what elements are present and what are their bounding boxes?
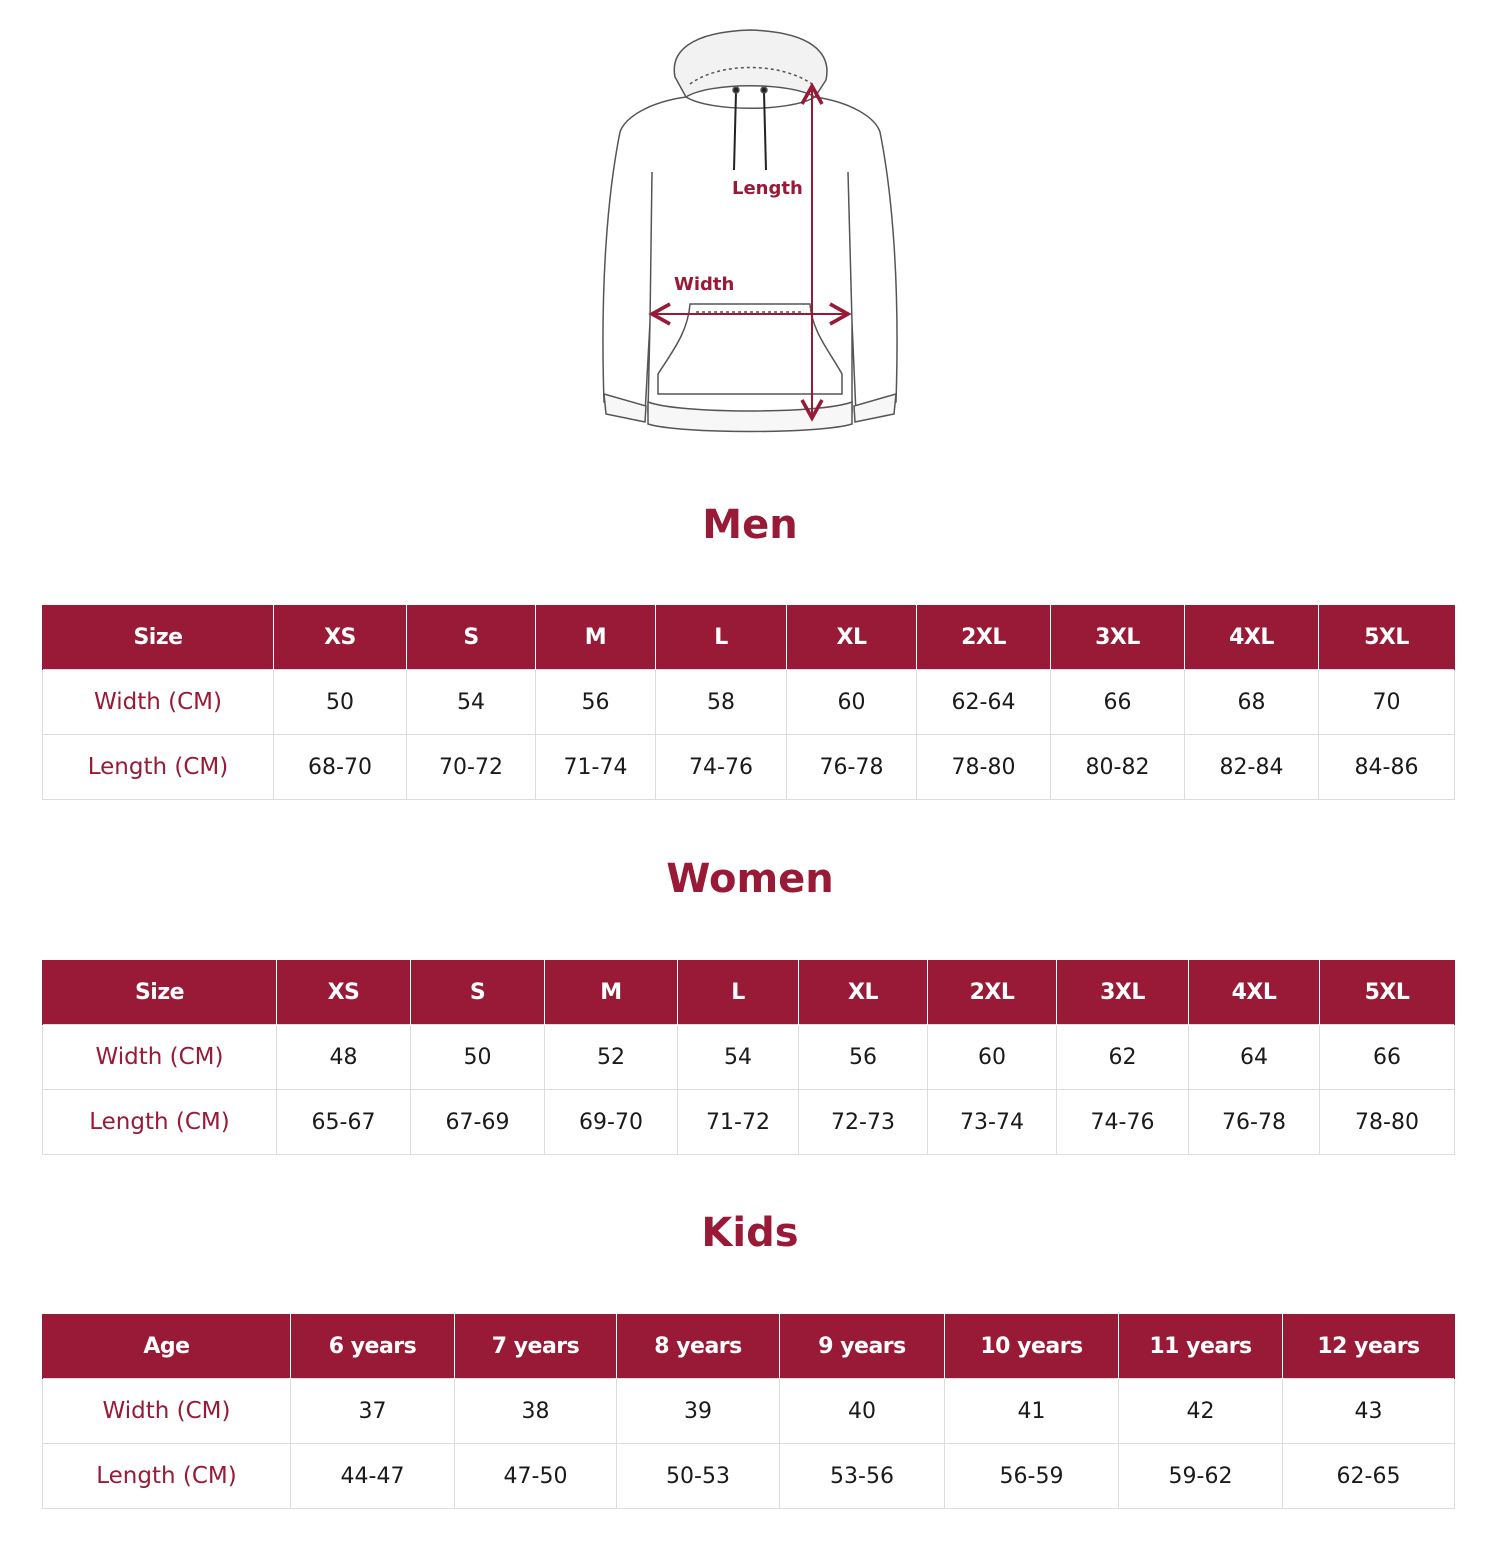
table-row (43, 1444, 1455, 1509)
header-cell: XL (787, 605, 917, 670)
table-cell: 58 (656, 670, 787, 735)
header-size: Size (43, 960, 277, 1025)
header-cell: 11 years (1119, 1314, 1283, 1379)
header-cell: XS (277, 960, 411, 1025)
header-cell: 7 years (455, 1314, 617, 1379)
table-row (43, 1379, 1455, 1444)
table-cell: 43 (1283, 1379, 1455, 1444)
table-cell: 66 (1051, 670, 1185, 735)
row-label: Length (CM) (43, 1444, 291, 1509)
row-label: Width (CM) (43, 1379, 291, 1444)
table-cell: 71-74 (536, 735, 656, 800)
row-label: Length (CM) (43, 1090, 277, 1155)
header-cell: 4XL (1185, 605, 1319, 670)
header-cell: 2XL (928, 960, 1057, 1025)
table-cell: 65-67 (277, 1090, 411, 1155)
header-cell: 4XL (1189, 960, 1320, 1025)
table-cell: 48 (277, 1025, 411, 1090)
header-cell: M (545, 960, 678, 1025)
table-cell: 53-56 (780, 1444, 945, 1509)
table-cell: 76-78 (787, 735, 917, 800)
table-cell: 41 (945, 1379, 1119, 1444)
header-cell: 6 years (291, 1314, 455, 1379)
hoodie-icon (603, 30, 897, 432)
table-cell: 78-80 (1320, 1090, 1455, 1155)
table-cell: 71-72 (678, 1090, 799, 1155)
kids-title: Kids (701, 1210, 799, 1256)
table-cell: 52 (545, 1025, 678, 1090)
table-cell: 62-64 (917, 670, 1051, 735)
men-size-table (42, 605, 1455, 800)
table-cell: 73-74 (928, 1090, 1057, 1155)
table-cell: 40 (780, 1379, 945, 1444)
table-cell: 84-86 (1319, 735, 1455, 800)
kids-size-table (42, 1314, 1455, 1509)
header-cell: 8 years (617, 1314, 780, 1379)
table-cell: 50 (411, 1025, 545, 1090)
width-label: Width (674, 274, 735, 295)
table-cell: 78-80 (917, 735, 1051, 800)
table-header-row (43, 960, 1455, 1025)
table-row (43, 735, 1455, 800)
table-row (43, 1025, 1455, 1090)
header-cell: XL (799, 960, 928, 1025)
row-label: Width (CM) (43, 1025, 277, 1090)
table-cell: 44-47 (291, 1444, 455, 1509)
table-cell: 74-76 (1057, 1090, 1189, 1155)
header-cell: XS (274, 605, 407, 670)
table-cell: 37 (291, 1379, 455, 1444)
table-cell: 66 (1320, 1025, 1455, 1090)
table-cell: 69-70 (545, 1090, 678, 1155)
header-cell: 3XL (1051, 605, 1185, 670)
table-cell: 67-69 (411, 1090, 545, 1155)
header-cell: S (407, 605, 536, 670)
table-cell: 68 (1185, 670, 1319, 735)
header-cell: 10 years (945, 1314, 1119, 1379)
table-cell: 39 (617, 1379, 780, 1444)
header-cell: 12 years (1283, 1314, 1455, 1379)
header-cell: 9 years (780, 1314, 945, 1379)
table-cell: 50 (274, 670, 407, 735)
table-cell: 54 (407, 670, 536, 735)
row-label: Length (CM) (43, 735, 274, 800)
header-cell: S (411, 960, 545, 1025)
header-size: Size (43, 605, 274, 670)
table-cell: 72-73 (799, 1090, 928, 1155)
table-cell: 70-72 (407, 735, 536, 800)
header-cell: 5XL (1320, 960, 1455, 1025)
table-cell: 59-62 (1119, 1444, 1283, 1509)
table-cell: 50-53 (617, 1444, 780, 1509)
table-cell: 80-82 (1051, 735, 1185, 800)
table-cell: 70 (1319, 670, 1455, 735)
header-cell: 2XL (917, 605, 1051, 670)
table-cell: 62-65 (1283, 1444, 1455, 1509)
header-cell: 5XL (1319, 605, 1455, 670)
row-label: Width (CM) (43, 670, 274, 735)
table-cell: 56 (536, 670, 656, 735)
women-size-table (42, 960, 1455, 1155)
hoodie-diagram (590, 22, 920, 442)
length-label: Length (732, 178, 803, 199)
table-cell: 54 (678, 1025, 799, 1090)
women-title: Women (666, 856, 834, 902)
header-cell: 3XL (1057, 960, 1189, 1025)
table-cell: 56 (799, 1025, 928, 1090)
table-header-row (43, 1314, 1455, 1379)
table-cell: 42 (1119, 1379, 1283, 1444)
table-cell: 64 (1189, 1025, 1320, 1090)
table-cell: 38 (455, 1379, 617, 1444)
table-header-row (43, 605, 1455, 670)
table-row (43, 670, 1455, 735)
table-cell: 60 (928, 1025, 1057, 1090)
header-cell: M (536, 605, 656, 670)
table-cell: 47-50 (455, 1444, 617, 1509)
header-cell: L (678, 960, 799, 1025)
header-age: Age (43, 1314, 291, 1379)
table-cell: 76-78 (1189, 1090, 1320, 1155)
header-cell: L (656, 605, 787, 670)
table-cell: 60 (787, 670, 917, 735)
table-row (43, 1090, 1455, 1155)
table-cell: 68-70 (274, 735, 407, 800)
table-cell: 82-84 (1185, 735, 1319, 800)
table-cell: 74-76 (656, 735, 787, 800)
table-cell: 56-59 (945, 1444, 1119, 1509)
table-cell: 62 (1057, 1025, 1189, 1090)
men-title: Men (702, 502, 798, 548)
